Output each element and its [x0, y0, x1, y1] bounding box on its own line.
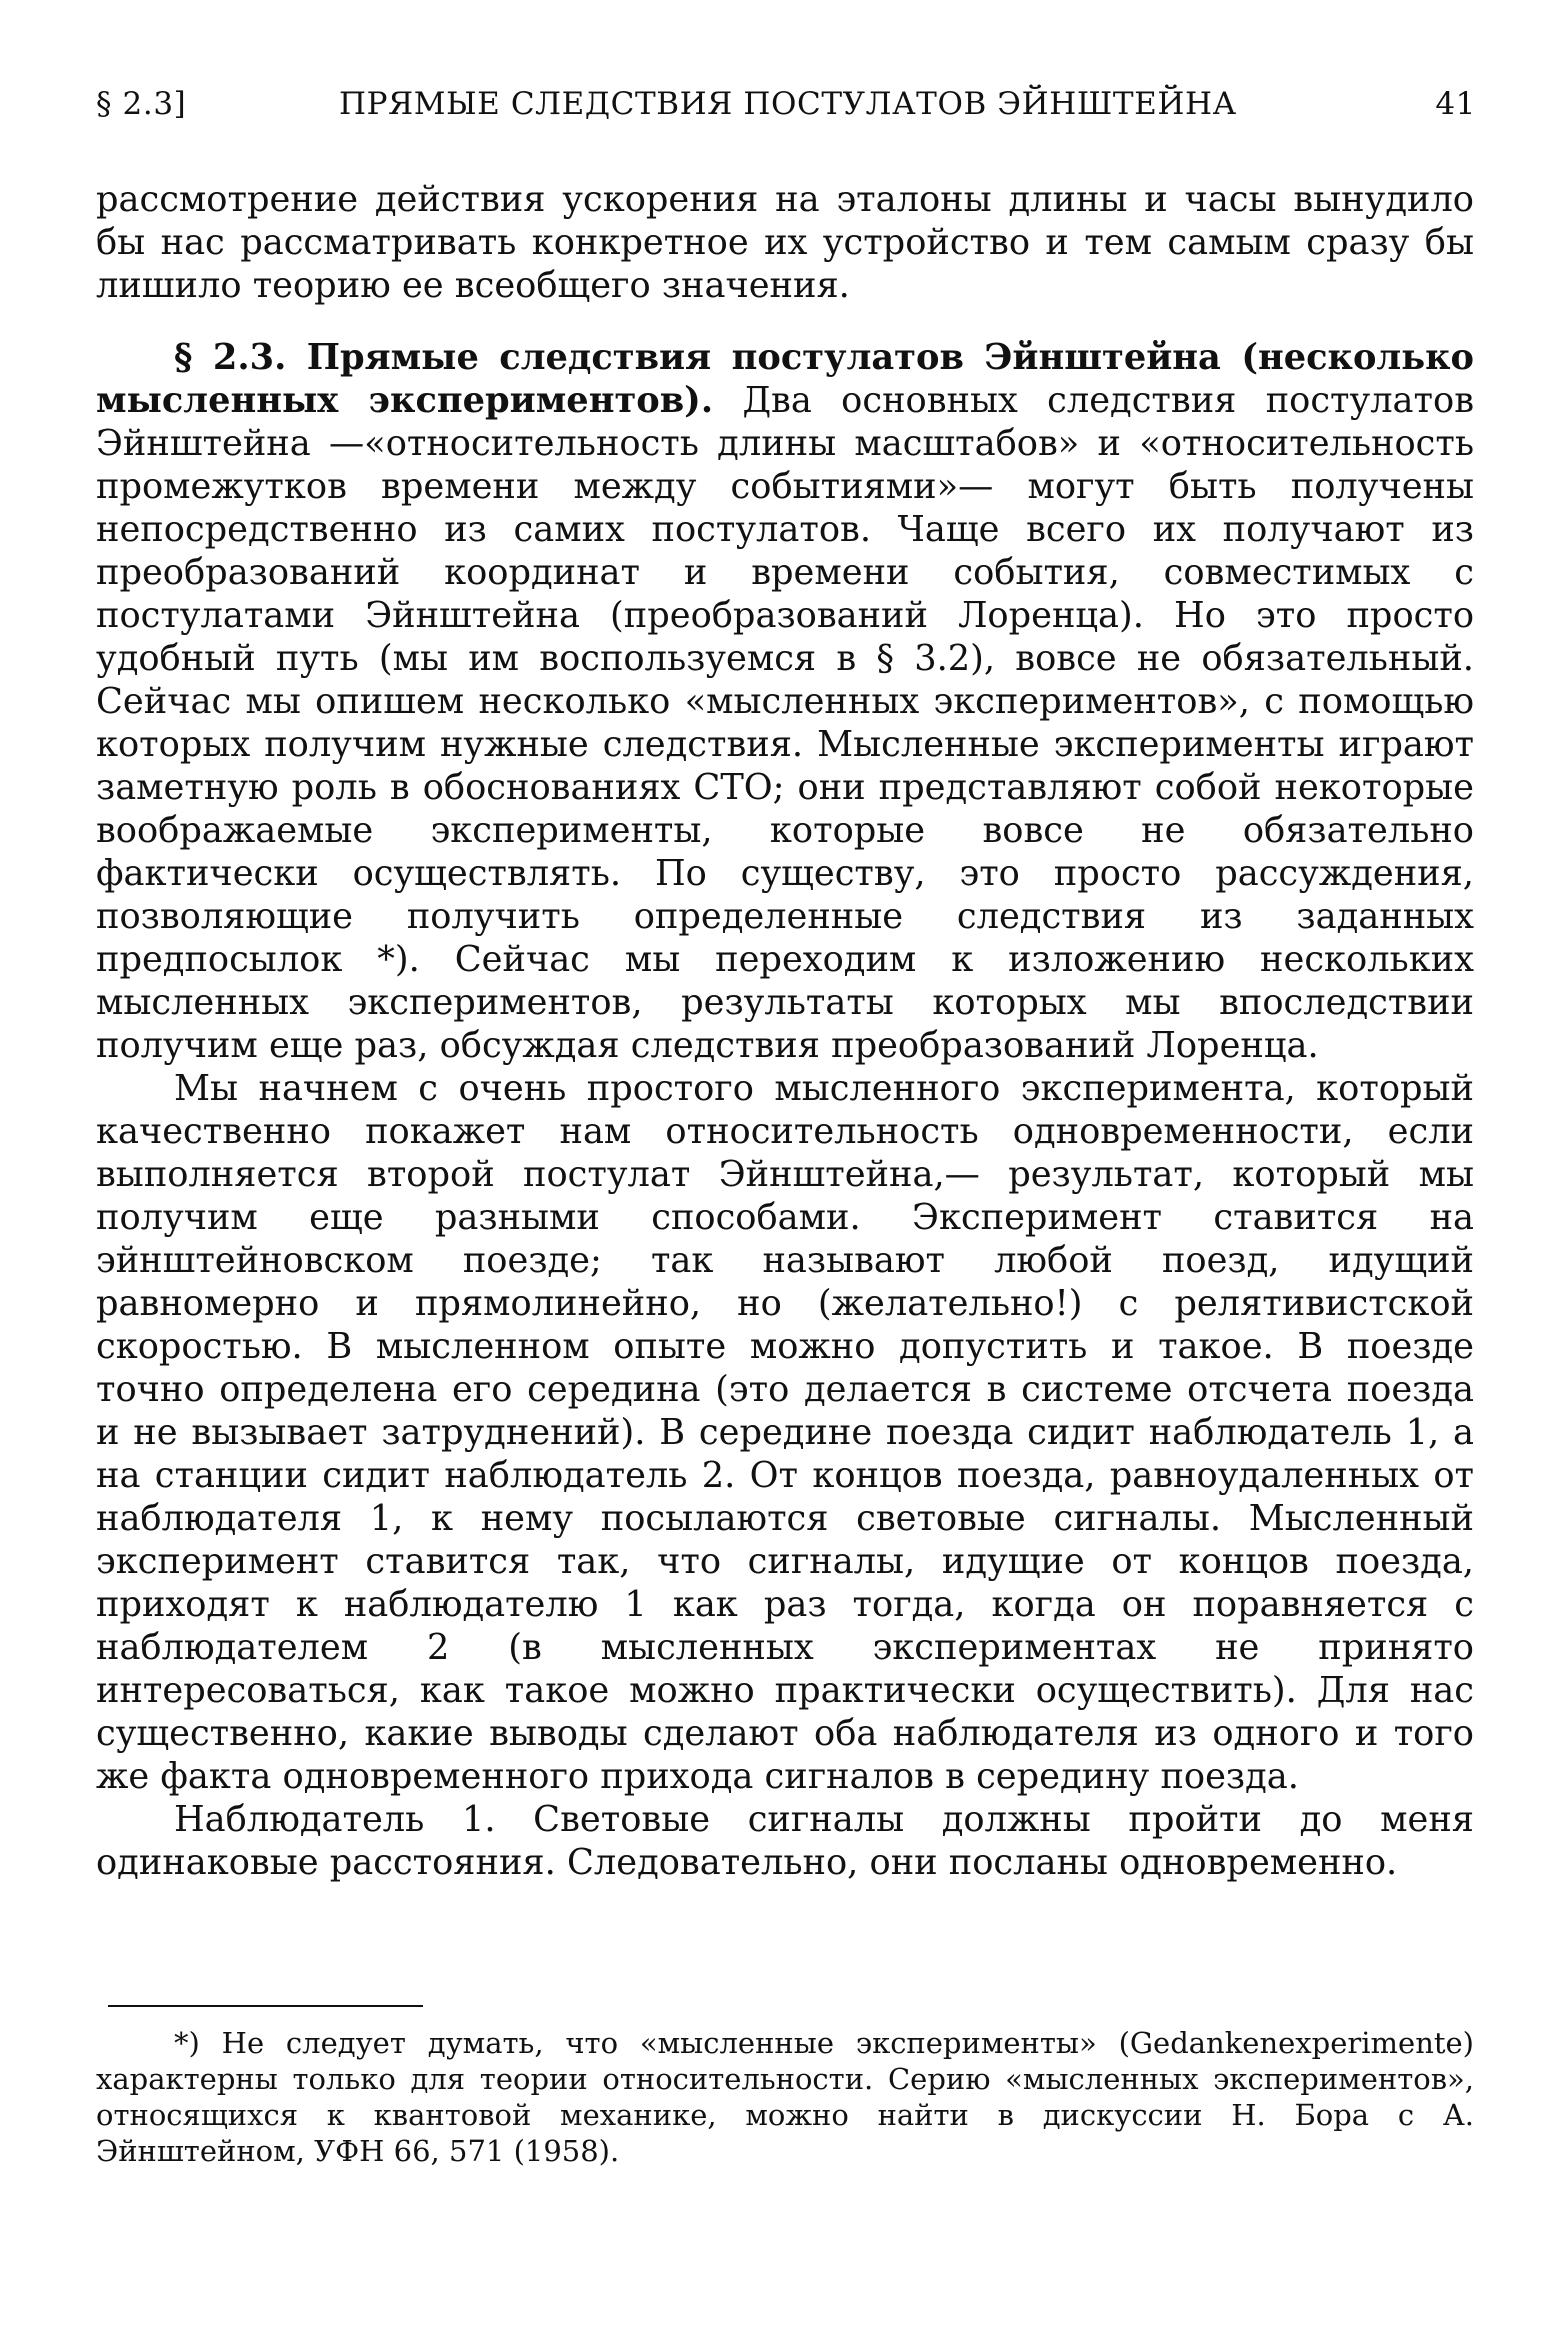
section-paragraph-text: Два основных следствия постулатов Эйнштейна —«относительность длины масштабов» и «относительность промежутков времени между событиями»— могут быть получены непосредственно из самих постулатов. Чаще всего их получают из преобразований координат и времени события, совместимых с постулатами Эйнштейна (преобразований Лоренца). Но это просто удобный путь (мы им воспользуемся в § 3.2), вовсе не обязательный. Сейчас мы опишем несколько «мысленных экспериментов», с помощью которых получим нужные следствия. Мысленные эксперименты играют заметную роль в обоснованиях СТО; они представляют собой некоторые воображаемые эксперименты, которые вовсе не обязательно фактически осуществлять. По существу, это просто рассуждения, позволяющие получить определенные следствия из заданных предпосылок *). Сейчас мы переходим к изложению нескольких мысленных экспериментов, результаты которых мы впоследствии получим еще раз, обсуждая следствия преобразований Лоренца. — [96, 380, 1475, 1066]
footnote-rule — [108, 2005, 423, 2007]
running-header — [96, 86, 1476, 136]
section-paragraph — [96, 336, 1474, 1067]
header-running-title: ПРЯМЫЕ СЛЕДСТВИЯ ПОСТУЛАТОВ ЭЙНШТЕЙНА — [339, 86, 1237, 122]
page-number: 41 — [1435, 86, 1476, 122]
observer-paragraph: Наблюдатель 1. Световые сигналы должны пройти до меня одинаковые расстояния. Следовательно, они посланы одновременно. — [96, 1799, 1474, 1883]
experiment-paragraph: Мы начнем с очень простого мысленного эксперимента, который качественно покажет нам относительность одновременности, если выполняется второй постулат Эйнштейна,— результат, который мы получим еще разными способами. Эксперимент ставится на эйнштейновском поезде; так называют любой поезд, идущий равномерно и прямолинейно, но (желательно!) с релятивистской скоростью. В мысленном опыте можно допустить и такое. В поезде точно определена его середина (это делается в системе отсчета поезда и не вызывает затруднений). В середине поезда сидит наблюдатель 1, а на станции сидит наблюдатель 2. От концов поезда, равноудаленных от наблюдателя 1, к нему посылаются световые сигналы. Мысленный эксперимент ставится так, что сигналы, идущие от концов поезда, приходят к наблюдателю 1 как раз тогда, когда он поравняется с наблюдателем 2 (в мысленных экспериментах не принято интересоваться, как такое можно практически осуществить). Для нас существенно, какие выводы сделают оба наблюдателя из одного и того же факта одновременного прихода сигналов в середину поезда. — [96, 1068, 1474, 1797]
header-section-ref: § 2.3] — [96, 86, 187, 122]
paragraph-gap — [96, 307, 1474, 336]
footnote: *) Не следует думать, что «мысленные эксперименты» (Gedankenexperimente) характерны только для теории относительности. Серию «мысленных экспериментов», относящихся к квантовой механике, можно найти в дискуссии Н. Бора с А. Эйнштейном, УФН 66, 571 (1958). — [96, 2026, 1474, 2168]
section-heading: § 2.3. Прямые следствия постулатов Эйнштейна (несколько мысленных экспериментов). — [96, 337, 1474, 421]
main-text — [96, 178, 1474, 1884]
intro-paragraph: рассмотрение действия ускорения на эталоны длины и часы вынудило бы нас рассматривать конкретное их устройство и тем самым сразу бы лишило теорию ее всеобщего значения. — [96, 179, 1474, 306]
